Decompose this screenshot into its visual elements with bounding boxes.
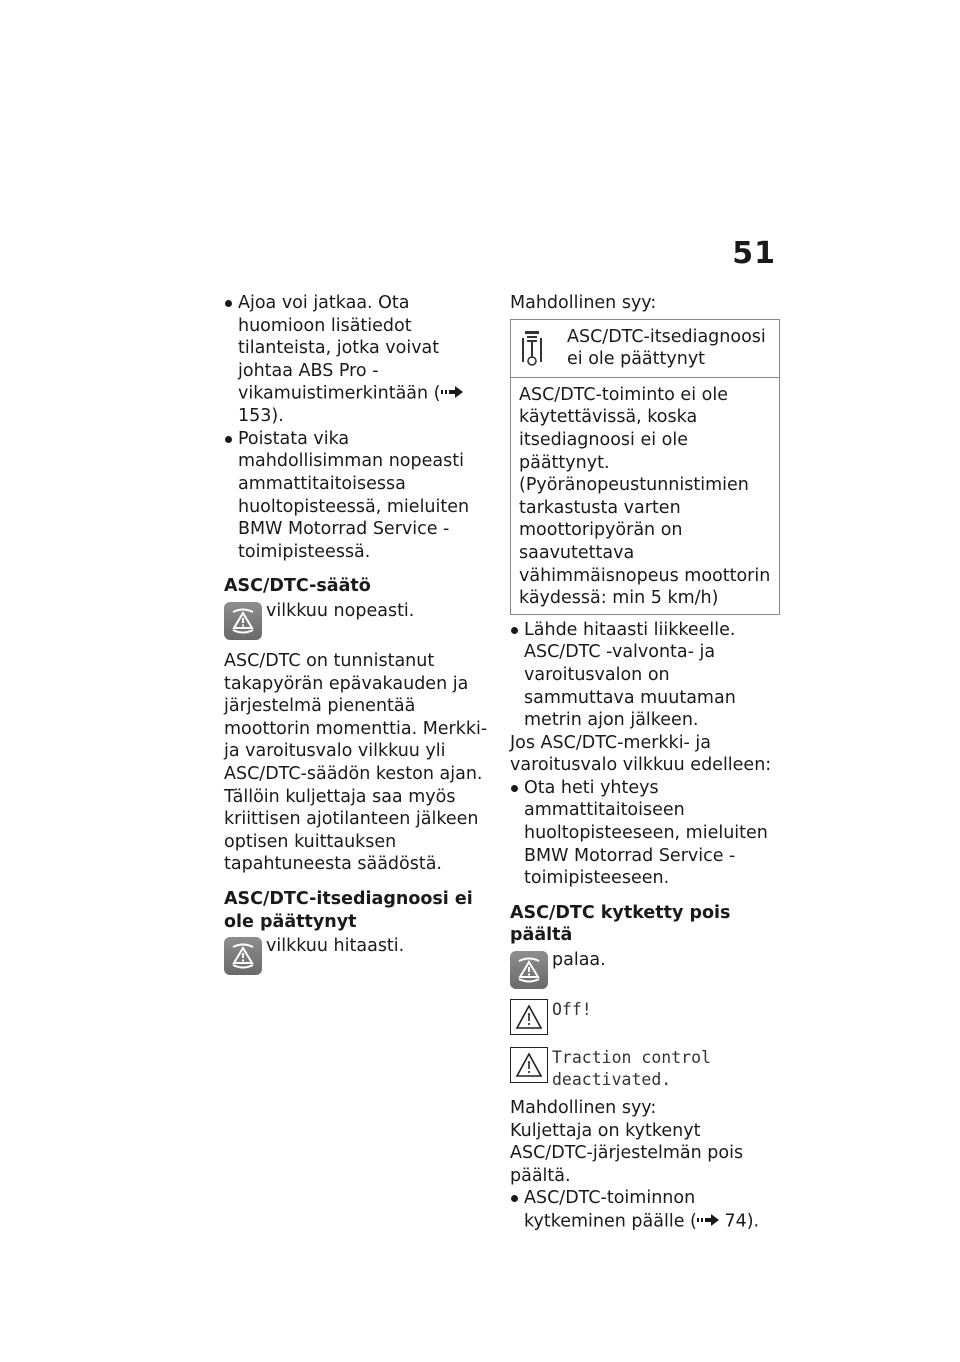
info-table-title: ASC/DTC-itsediagnoosi ei ole päättynyt: [567, 326, 766, 370]
indicator-label: vilkkuu nopeasti.: [266, 601, 415, 622]
indicator-row: [510, 949, 780, 989]
list-item: [510, 1187, 780, 1232]
bullet-text: Ota heti yhteys ammattitaitoiseen huoltopisteeseen, mieluiten BMW Motorrad Service -toimipisteeseen.: [524, 777, 768, 889]
page-reference-arrow-icon: [441, 382, 463, 405]
right-column: [510, 292, 780, 1233]
traction-warning-icon: [224, 937, 262, 975]
engine-diagnosis-icon: [519, 328, 549, 368]
display-message-row: [510, 999, 780, 1035]
display-message-row: [510, 1047, 780, 1091]
list-item: [224, 292, 492, 428]
indicator-row: [224, 600, 492, 640]
bullet-dot: [225, 436, 232, 443]
traction-warning-icon: [510, 951, 548, 989]
bullet-text: Lähde hitaasti liikkeelle. ASC/DTC -valvonta- ja varoitusvalon on sammuttava muutaman metrin ajon jälkeen.: [524, 619, 736, 731]
display-message: Traction control deactivated.: [552, 1048, 711, 1090]
indicator-label: palaa.: [552, 950, 606, 971]
bullet-text-end: ).: [271, 406, 284, 427]
list-item: [224, 428, 492, 564]
left-column: [224, 292, 492, 975]
info-table-body: ASC/DTC-toiminto ei ole käytettävissä, koska itsediagnoosi ei ole päättynyt. (Pyöränopeustunnistimien tarkastusta varten moottoripyörän on saavutettava vähimmäisnopeus moottorin käydessä: min 5 km/h): [519, 384, 771, 609]
page-reference-arrow-icon: [697, 1210, 719, 1233]
info-table-header: [511, 320, 779, 378]
page-number: 51: [732, 236, 776, 271]
paragraph: Kuljettaja on kytkenyt ASC/DTC-järjestelmän pois päältä.: [510, 1120, 744, 1186]
indicator-row: [224, 935, 492, 975]
bullet-text: Ajoa voi jatkaa. Ota huomioon lisätiedot tilanteista, jotka voivat johtaa ABS Pro -vikamuistimerkintään (: [238, 293, 441, 404]
page-reference[interactable]: 74: [724, 1211, 747, 1232]
bullet-text: Poistata vika mahdollisimman nopeasti ammattitaitoisessa huoltopisteessä, mieluiten BMW Motorrad Service -toimipisteessä.: [238, 428, 470, 562]
bullet-dot: [511, 627, 518, 634]
list-item: [510, 619, 780, 732]
section-heading-asc-dtc-control: ASC/DTC-säätö: [224, 576, 371, 597]
cause-label: Mahdollinen syy:: [510, 1098, 657, 1119]
warning-triangle-icon: [510, 999, 548, 1035]
display-message: Off!: [552, 1000, 592, 1020]
bullet-dot: [511, 1195, 518, 1202]
bullet-text: ASC/DTC-toiminnon kytkeminen päälle (: [524, 1188, 697, 1232]
traction-warning-icon: [224, 602, 262, 640]
bullet-text-end: ).: [746, 1211, 760, 1232]
paragraph: Jos ASC/DTC-merkki- ja varoitusvalo vilkkuu edelleen:: [510, 732, 772, 776]
warning-triangle-icon: [510, 1047, 548, 1083]
page-reference[interactable]: 153: [238, 406, 272, 427]
paragraph: ASC/DTC on tunnistanut takapyörän epävakauden ja järjestelmä pienentää moottorin momenttia. Merkki- ja varoitusvalo vilkkuu yli ASC/DTC-säädön keston ajan. Tällöin kuljettaja saa myös kriittisen ajotilanteen jälkeen optisen kuittauksen tapahtuneesta säädöstä.: [224, 651, 488, 875]
cause-label: Mahdollinen syy:: [510, 293, 657, 313]
section-heading-self-diagnosis: ASC/DTC-itsediagnoosi ei ole päättynyt: [224, 888, 473, 932]
indicator-label: vilkkuu hitaasti.: [266, 936, 405, 957]
info-table: [510, 319, 780, 615]
section-heading-asc-dtc-off: ASC/DTC kytketty pois päältä: [510, 902, 731, 946]
bullet-dot: [511, 785, 518, 792]
bullet-dot: [225, 300, 232, 307]
list-item: [510, 777, 780, 890]
